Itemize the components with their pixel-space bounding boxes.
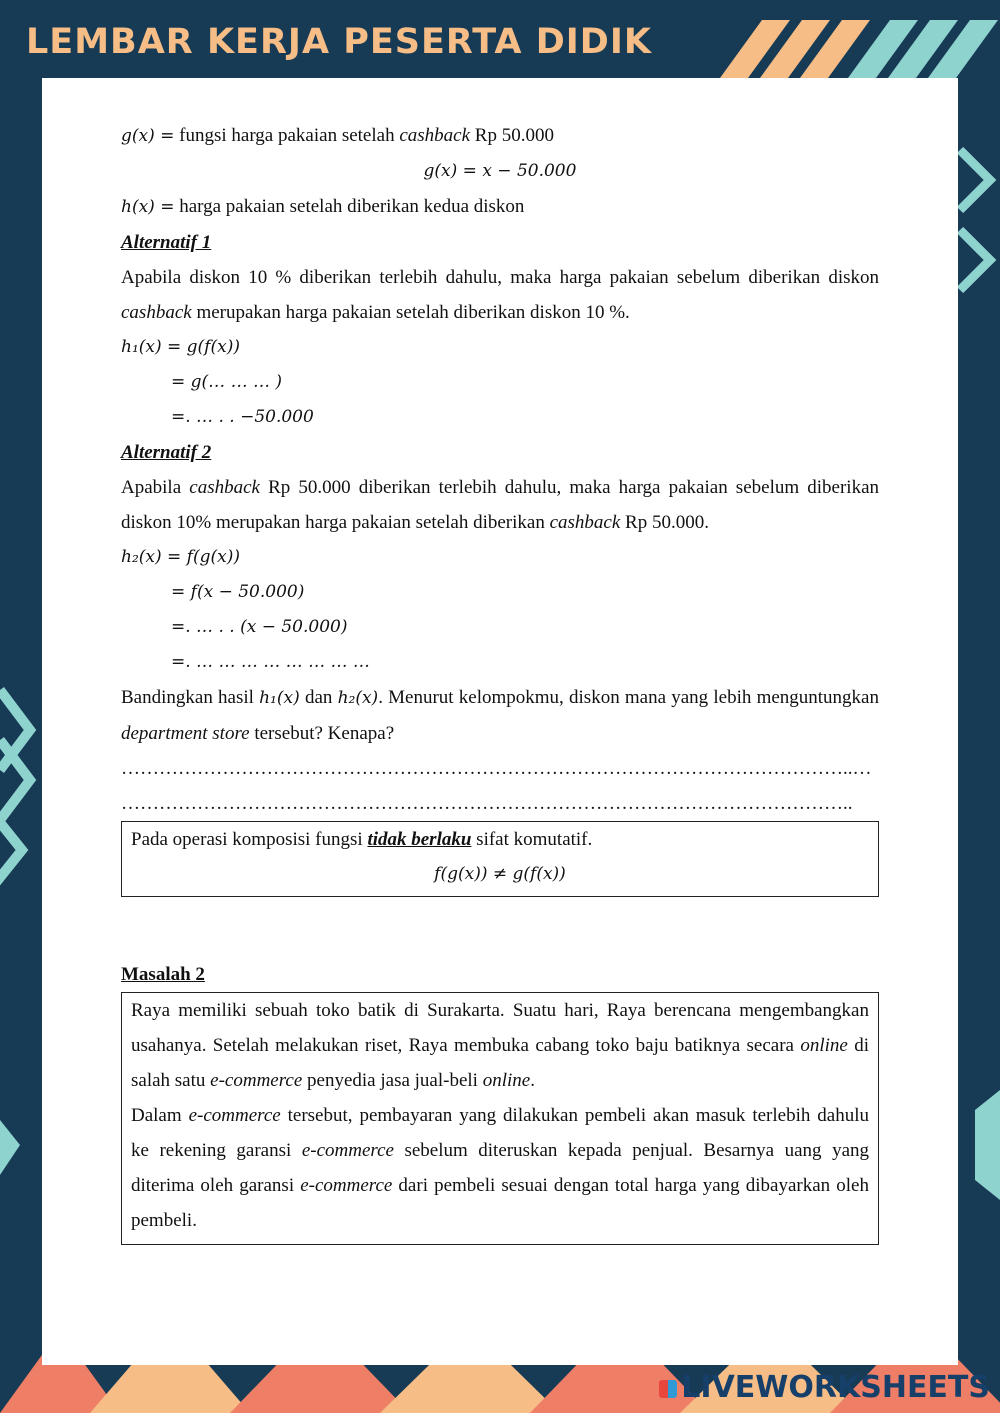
alt2-para-b: Rp 50.000 diberikan terlebih dahulu, maka harga pakaian sebelum diberikan diskon 10% merupakan harga pakaian setelah diberikan <box>121 477 879 533</box>
alt1-equation-1: h₁(x) = g(f(x)) <box>121 337 240 357</box>
m2-p1-i1: online <box>800 1035 848 1056</box>
h-def-math: h(x) = <box>121 197 175 217</box>
alt2-equation-4: =. … … … … … … … … <box>171 652 370 672</box>
g-def-math: g(x) = <box>121 126 175 146</box>
alternatif-2-paragraph <box>121 470 879 540</box>
alt2-equation-2: = f(x − 50.000) <box>171 582 305 602</box>
note-emphasis: tidak berlaku <box>367 829 472 850</box>
m2-p2-i1: e-commerce <box>188 1105 281 1126</box>
worksheet-title: LEMBAR KERJA PESERTA DIDIK <box>26 22 652 62</box>
m2-p1-c: penyedia jasa jual-beli <box>302 1070 483 1091</box>
masalah-2-paragraph-1 <box>131 993 869 1098</box>
h-def-text: harga pakaian setelah diberikan kedua diskon <box>174 196 525 217</box>
g-def-text: fungsi harga pakaian setelah <box>174 125 400 146</box>
m2-p1-i2: e-commerce <box>210 1070 303 1091</box>
answer-line-2[interactable]: …………………………………………………………………………………………………….. <box>121 793 853 814</box>
m2-p2-c: sebelum diteruskan kepada penjual. Besarnya uang yang diterima oleh garansi <box>131 1140 869 1196</box>
note-formula: f(g(x)) ≠ g(f(x)) <box>434 864 566 884</box>
alt1-para-italic: cashback <box>121 302 192 323</box>
compare-italic: department store <box>121 723 250 744</box>
m2-p2-a: Dalam <box>131 1105 189 1126</box>
worksheet-content <box>121 118 879 1245</box>
alt2-para-italic-1: cashback <box>189 477 260 498</box>
m2-p2-b: tersebut, pembayaran yang dilakukan pembeli akan masuk terlebih dahulu ke rekening garansi <box>131 1105 869 1161</box>
alt2-equation-3: =. … . . (x − 50.000) <box>171 617 348 637</box>
compare-text-b: dan <box>299 687 338 708</box>
alt2-para-c: Rp 50.000. <box>620 512 709 533</box>
note-text-a: Pada operasi komposisi fungsi <box>131 829 368 850</box>
g-def-text-b: Rp 50.000 <box>470 125 554 146</box>
alt1-para-a: Apabila diskon 10 % diberikan terlebih dahulu, maka harga pakaian sebelum diberikan diskon <box>121 267 879 288</box>
watermark-text: LIVEWORKSHEETS <box>681 1370 990 1405</box>
g-definition <box>121 118 879 154</box>
liveworksheets-watermark <box>659 1370 990 1405</box>
worksheet-page <box>42 78 958 1365</box>
g-def-italic: cashback <box>399 125 471 146</box>
note-text <box>131 822 869 857</box>
m2-p1-i3: online <box>482 1070 531 1091</box>
m2-p2-i2: e-commerce <box>301 1140 394 1161</box>
compare-math-2: h₂(x) <box>337 688 379 708</box>
m2-p2-d: dari pembeli sesuai dengan total harga yang dibayarkan oleh pembeli. <box>131 1175 869 1231</box>
alt1-equation-3: =. … . . −50.000 <box>171 407 314 427</box>
h-definition <box>121 189 879 225</box>
compare-text-a: Bandingkan hasil <box>121 687 260 708</box>
compare-text-d: tersebut? Kenapa? <box>249 723 395 744</box>
g-formula: g(x) = x − 50.000 <box>423 161 577 181</box>
m2-p1-d: . <box>530 1070 535 1091</box>
commutative-note-box <box>121 821 879 897</box>
masalah-2-heading: Masalah 2 <box>121 964 205 985</box>
liveworksheets-logo-icon <box>659 1380 677 1398</box>
answer-line-1[interactable]: ……………………………………………………………………………………………………..… <box>121 758 872 779</box>
m2-p1-a: Raya memiliki sebuah toko batik di Surakarta. Suatu hari, Raya berencana mengembangkan usahanya. Setelah melakukan riset, Raya membuka cabang toko baju batiknya secara <box>131 1000 869 1056</box>
alternatif-1-heading: Alternatif 1 <box>121 232 212 253</box>
masalah-2-paragraph-2 <box>131 1098 869 1238</box>
comparison-question <box>121 680 879 751</box>
alt1-equation-2: = g(… … … ) <box>171 372 283 392</box>
alt1-para-b: merupakan harga pakaian setelah diberikan diskon 10 %. <box>191 302 630 323</box>
compare-math-1: h₁(x) <box>259 688 300 708</box>
m2-p2-i3: e-commerce <box>300 1175 393 1196</box>
alt2-para-a: Apabila <box>121 477 190 498</box>
masalah-2-box <box>121 992 879 1245</box>
alternatif-2-heading: Alternatif 2 <box>121 442 212 463</box>
alternatif-1-paragraph <box>121 260 879 330</box>
compare-text-c: . Menurut kelompokmu, diskon mana yang lebih menguntungkan <box>378 687 879 708</box>
note-text-b: sifat komutatif. <box>471 829 593 850</box>
m2-p1-b: di salah satu <box>131 1035 869 1091</box>
alt2-para-italic-2: cashback <box>549 512 621 533</box>
alt2-equation-1: h₂(x) = f(g(x)) <box>121 547 240 567</box>
